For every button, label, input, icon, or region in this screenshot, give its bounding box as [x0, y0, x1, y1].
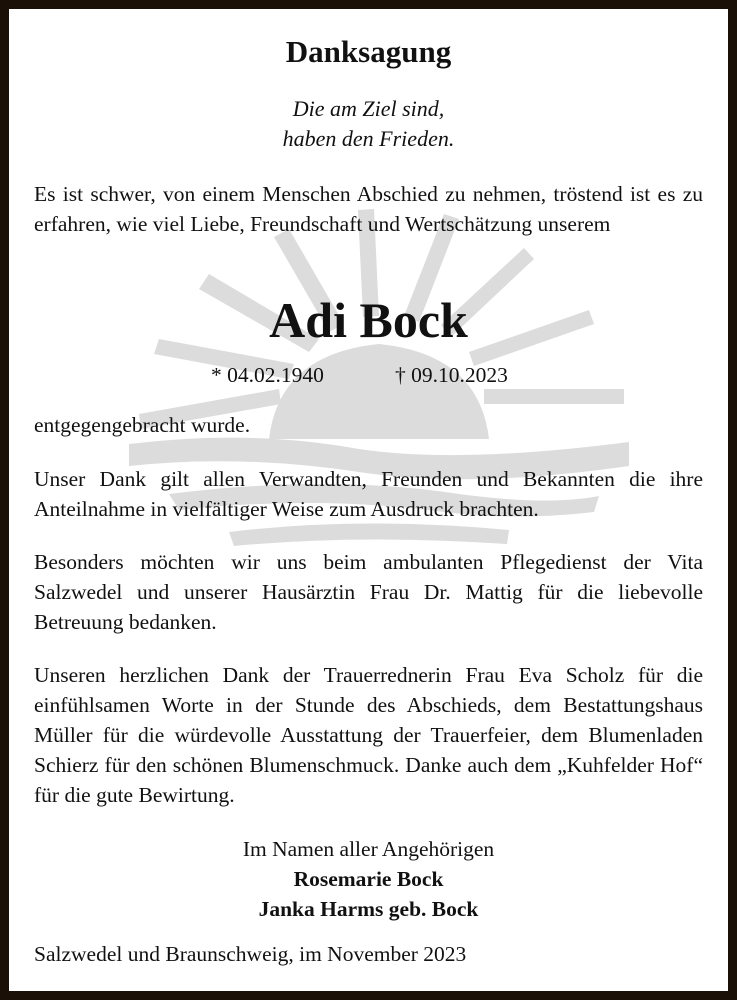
thanks-paragraph: Unseren herzlichen Dank der Trauerrednerin Frau Eva Scholz für die einfühlsamen Worte in der Stunde des Abschieds, dem Bestattungshaus Müller für die würdevolle Ausstattung der Trauerfeier, dem Blumenladen Schierz für den schönen Blumenschmuck. Danke auch dem „Kuhfelder Hof“ für die gute Bewirtung.: [34, 663, 703, 807]
motto: [9, 94, 728, 154]
signature-block: [9, 834, 728, 924]
signature-intro: Im Namen aller Angehörigen: [242, 837, 495, 861]
place-date-footer: Salzwedel und Braunschweig, im November 2023: [34, 942, 467, 966]
deceased-name: Adi Bock: [269, 292, 468, 348]
notice-content: [9, 9, 728, 991]
signature-name: Rosemarie Bock: [293, 867, 444, 891]
thanks-paragraph: Unser Dank gilt allen Verwandten, Freunden und Bekannten die ihre Anteilnahme in vielfältiger Weise zum Ausdruck brachten.: [34, 467, 703, 521]
intro-paragraph: Es ist schwer, von einem Menschen Abschied zu nehmen, tröstend ist es zu erfahren, wie viel Liebe, Freundschaft und Wertschätzung unserem: [34, 182, 703, 236]
signature-name: Janka Harms geb. Bock: [258, 897, 479, 921]
motto-line: haben den Frieden.: [282, 126, 455, 151]
death-date: † 09.10.2023: [395, 363, 508, 387]
thanks-paragraph: Besonders möchten wir uns beim ambulanten Pflegedienst der Vita Salzwedel und unserer Hausärztin Frau Dr. Mattig für die liebevolle Betreuung bedanken.: [34, 550, 703, 634]
notice-title: Danksagung: [285, 34, 452, 69]
after-name-line: entgegengebracht wurde.: [34, 413, 251, 437]
birth-date: * 04.02.1940: [211, 363, 324, 387]
motto-line: Die am Ziel sind,: [292, 96, 445, 121]
